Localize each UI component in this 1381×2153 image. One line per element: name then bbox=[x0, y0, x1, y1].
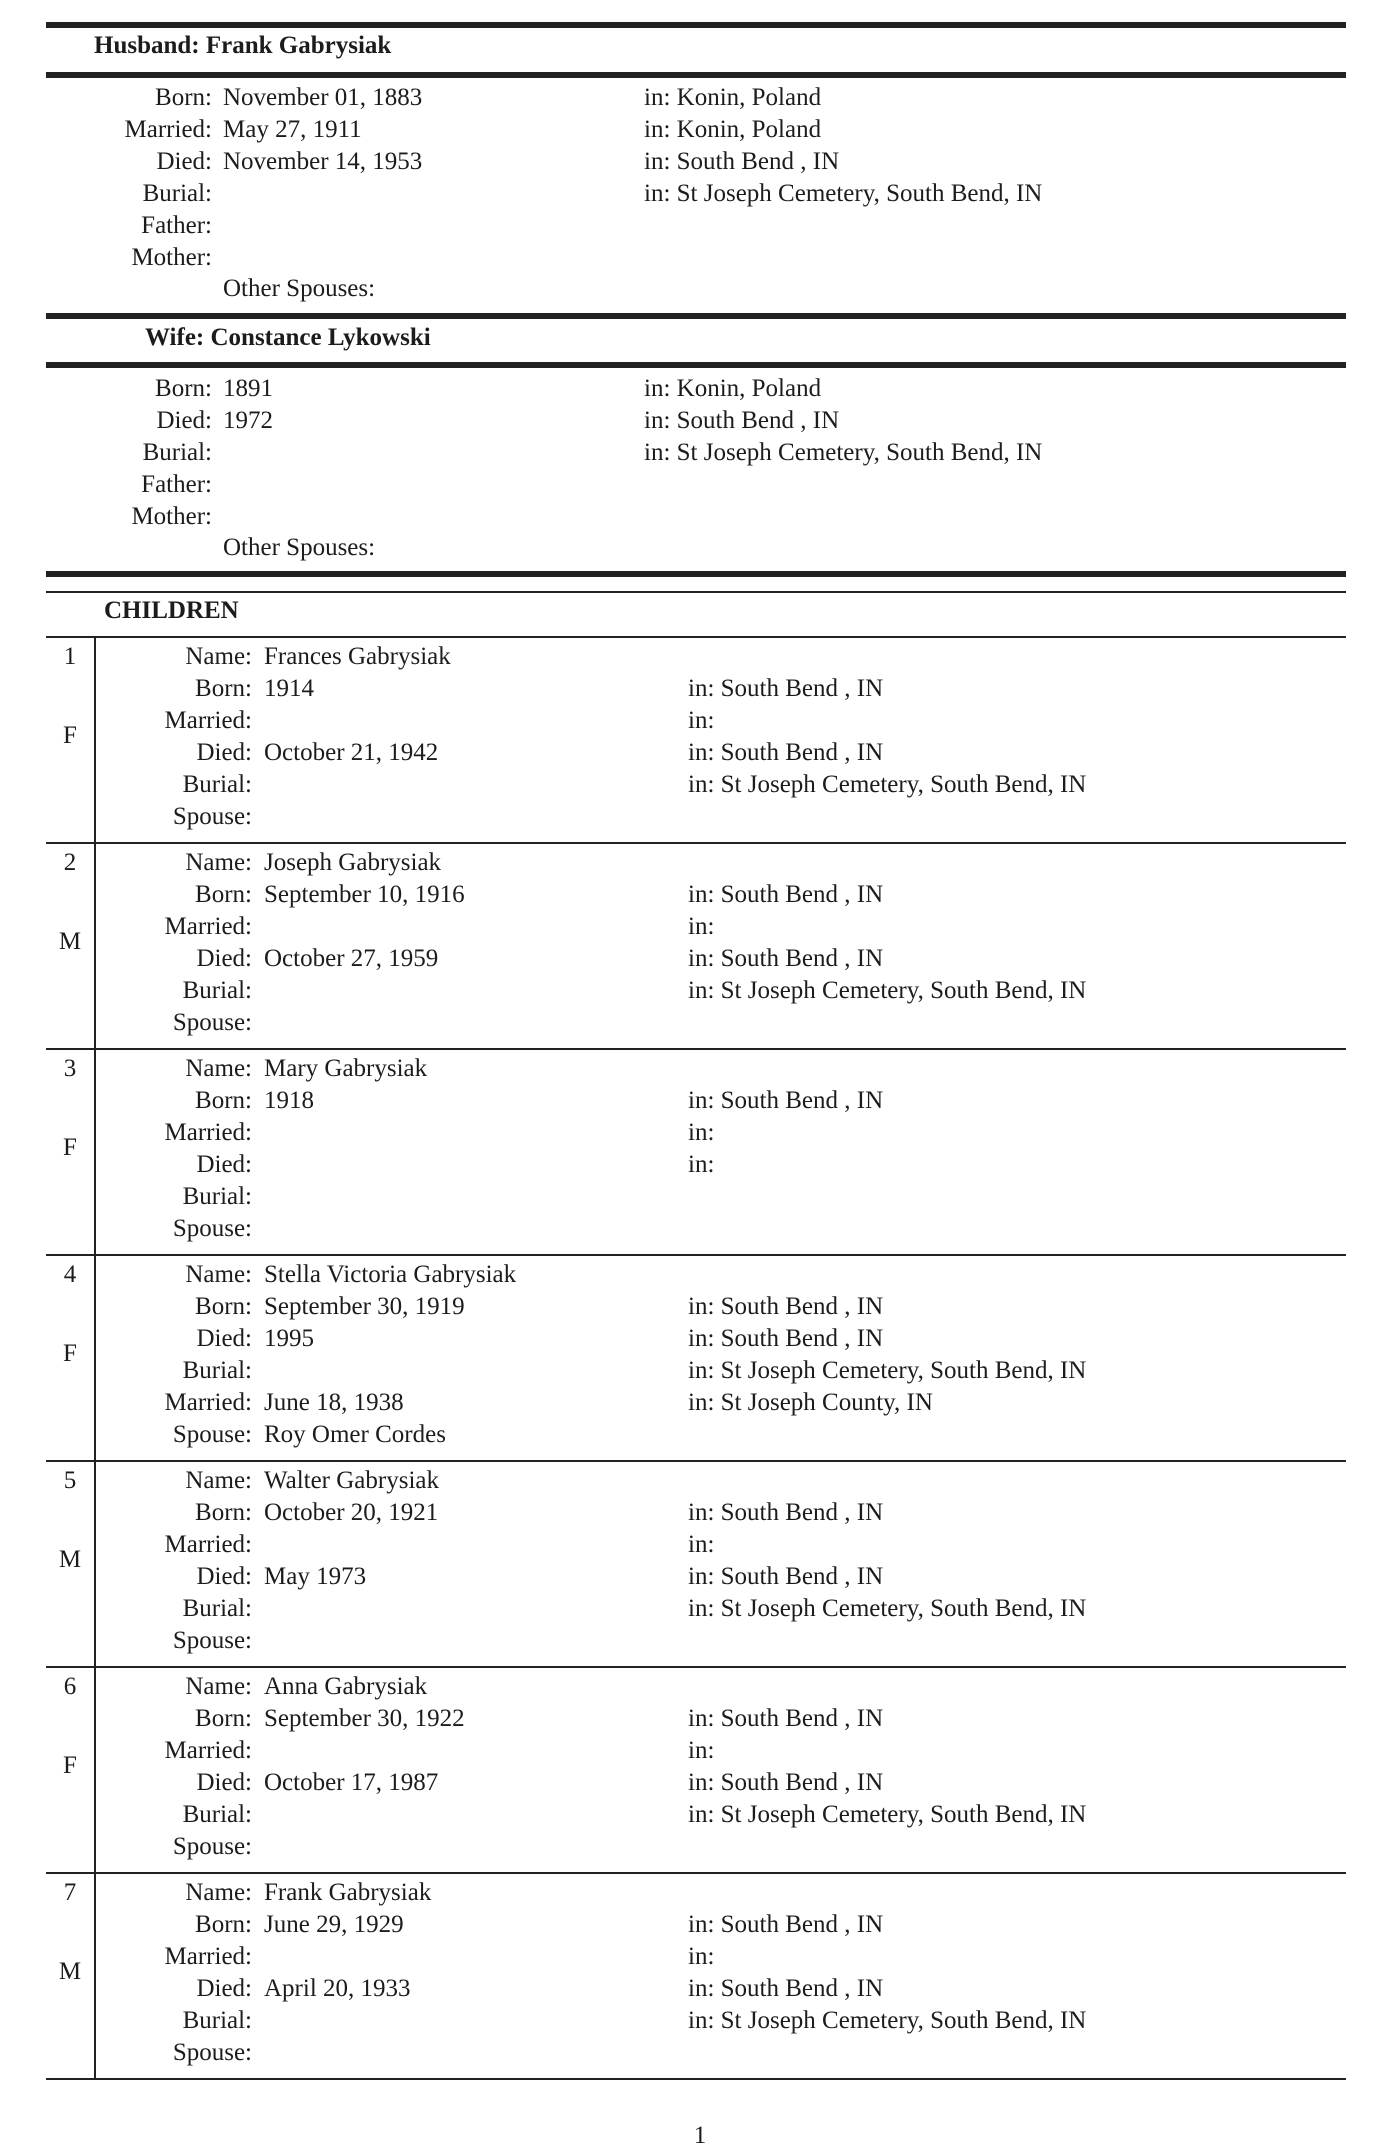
fact-label: Name: bbox=[185, 1879, 252, 1906]
fact-place: in: St Joseph Cemetery, South Bend, IN bbox=[644, 439, 1043, 466]
child-fact-row bbox=[0, 1117, 1381, 1149]
husband-fact-row bbox=[0, 146, 1381, 178]
child-fact-row bbox=[0, 1291, 1381, 1323]
child-sex: M bbox=[58, 1958, 82, 1985]
page-number: 1 bbox=[693, 2122, 707, 2149]
fact-place: in: South Bend , IN bbox=[688, 1325, 884, 1352]
wife-other-spouses: Other Spouses: bbox=[223, 534, 376, 561]
fact-value: April 20, 1933 bbox=[264, 1975, 411, 2002]
fact-label: Married: bbox=[164, 707, 252, 734]
child-fact-row bbox=[0, 1149, 1381, 1181]
fact-place: in: bbox=[688, 707, 715, 734]
child-fact-row bbox=[0, 1625, 1381, 1657]
fact-label: Mother: bbox=[131, 503, 212, 530]
fact-label: Burial: bbox=[182, 1357, 252, 1384]
fact-value: Mary Gabrysiak bbox=[264, 1055, 428, 1082]
child-fact-row bbox=[0, 1831, 1381, 1863]
child-fact-row bbox=[0, 1973, 1381, 2005]
fact-value: October 17, 1987 bbox=[264, 1769, 439, 1796]
fact-label: Born: bbox=[195, 1911, 252, 1938]
husband-heading bbox=[94, 32, 391, 60]
wife-heading bbox=[145, 324, 431, 352]
fact-value: May 27, 1911 bbox=[223, 116, 362, 143]
fact-label: Died: bbox=[196, 1563, 252, 1590]
child-fact-row bbox=[0, 641, 1381, 673]
child-number: 4 bbox=[63, 1261, 77, 1288]
child-fact-row bbox=[0, 1561, 1381, 1593]
child-separator bbox=[46, 1666, 1346, 1668]
child-number: 3 bbox=[63, 1055, 77, 1082]
child-separator bbox=[46, 1460, 1346, 1462]
fact-place: in: St Joseph Cemetery, South Bend, IN bbox=[688, 771, 1087, 798]
fact-label: Name: bbox=[185, 1467, 252, 1494]
child-sex: F bbox=[63, 722, 77, 749]
fact-place: in: South Bend , IN bbox=[688, 1975, 884, 2002]
fact-place: in: Konin, Poland bbox=[644, 116, 822, 143]
fact-place: in: South Bend , IN bbox=[688, 1499, 884, 1526]
husband-other-spouses: Other Spouses: bbox=[223, 275, 376, 302]
fact-label: Burial: bbox=[182, 1801, 252, 1828]
child-fact-row bbox=[0, 1909, 1381, 1941]
fact-value: Anna Gabrysiak bbox=[264, 1673, 428, 1700]
fact-label: Married: bbox=[164, 1389, 252, 1416]
child-fact-row bbox=[0, 1799, 1381, 1831]
top-rule bbox=[46, 22, 1346, 28]
child-fact-row bbox=[0, 673, 1381, 705]
fact-place: in: St Joseph Cemetery, South Bend, IN bbox=[688, 1801, 1087, 1828]
fact-place: in: bbox=[688, 1943, 715, 1970]
wife-label: Wife: bbox=[145, 324, 205, 351]
bottom-rule bbox=[46, 2078, 1346, 2080]
wife-fact-row bbox=[0, 469, 1381, 501]
fact-label: Born: bbox=[195, 1087, 252, 1114]
child-fact-row bbox=[0, 1671, 1381, 1703]
fact-place: in: South Bend , IN bbox=[688, 1563, 884, 1590]
child-fact-row bbox=[0, 1387, 1381, 1419]
fact-place: in: South Bend , IN bbox=[688, 1705, 884, 1732]
fact-label: Spouse: bbox=[172, 1421, 252, 1448]
fact-value: November 14, 1953 bbox=[223, 148, 423, 175]
fact-label: Burial: bbox=[182, 977, 252, 1004]
husband-fact-row bbox=[0, 114, 1381, 146]
child-fact-row bbox=[0, 705, 1381, 737]
wife-name: Constance Lykowski bbox=[210, 324, 431, 351]
child-fact-row bbox=[0, 943, 1381, 975]
fact-place: in: St Joseph Cemetery, South Bend, IN bbox=[688, 2007, 1087, 2034]
fact-label: Died: bbox=[196, 1769, 252, 1796]
fact-value: 1995 bbox=[264, 1325, 314, 1352]
fact-value: Roy Omer Cordes bbox=[264, 1421, 446, 1448]
fact-label: Born: bbox=[195, 1705, 252, 1732]
child-fact-row bbox=[0, 1465, 1381, 1497]
child-fact-row bbox=[0, 2005, 1381, 2037]
fact-label: Married: bbox=[164, 1737, 252, 1764]
fact-value: September 30, 1919 bbox=[264, 1293, 465, 1320]
fact-label: Spouse: bbox=[172, 803, 252, 830]
child-fact-row bbox=[0, 737, 1381, 769]
fact-value: October 27, 1959 bbox=[264, 945, 439, 972]
child-fact-row bbox=[0, 975, 1381, 1007]
child-fact-row bbox=[0, 801, 1381, 833]
fact-label: Burial: bbox=[182, 2007, 252, 2034]
fact-value: Joseph Gabrysiak bbox=[264, 849, 442, 876]
fact-label: Married: bbox=[164, 1119, 252, 1146]
fact-place: in: bbox=[688, 913, 715, 940]
fact-label: Father: bbox=[141, 471, 212, 498]
fact-label: Died: bbox=[196, 1151, 252, 1178]
fact-label: Born: bbox=[195, 675, 252, 702]
fact-label: Spouse: bbox=[172, 1215, 252, 1242]
fact-label: Born: bbox=[155, 375, 212, 402]
fact-place: in: South Bend , IN bbox=[688, 739, 884, 766]
fact-value: September 10, 1916 bbox=[264, 881, 465, 908]
fact-place: in: South Bend , IN bbox=[688, 1293, 884, 1320]
fact-place: in: St Joseph Cemetery, South Bend, IN bbox=[644, 180, 1043, 207]
fact-place: in: St Joseph County, IN bbox=[688, 1389, 933, 1416]
fact-label: Burial: bbox=[142, 439, 212, 466]
fact-label: Married: bbox=[164, 1943, 252, 1970]
fact-place: in: South Bend , IN bbox=[688, 1769, 884, 1796]
husband-fact-row bbox=[0, 242, 1381, 274]
fact-value: 1891 bbox=[223, 375, 273, 402]
children-top-rule bbox=[46, 571, 1346, 577]
fact-label: Born: bbox=[155, 84, 212, 111]
fact-label: Name: bbox=[185, 849, 252, 876]
fact-place: in: bbox=[688, 1119, 715, 1146]
fact-place: in: South Bend , IN bbox=[688, 1911, 884, 1938]
fact-value: Stella Victoria Gabrysiak bbox=[264, 1261, 517, 1288]
child-fact-row bbox=[0, 1053, 1381, 1085]
fact-value: October 21, 1942 bbox=[264, 739, 439, 766]
wife-top-rule bbox=[46, 313, 1346, 319]
child-number: 5 bbox=[63, 1467, 77, 1494]
child-fact-row bbox=[0, 1767, 1381, 1799]
child-fact-row bbox=[0, 2037, 1381, 2069]
fact-value: 1914 bbox=[264, 675, 314, 702]
child-fact-row bbox=[0, 911, 1381, 943]
fact-label: Died: bbox=[196, 739, 252, 766]
husband-fact-row bbox=[0, 178, 1381, 210]
fact-place: in: bbox=[688, 1531, 715, 1558]
fact-place: in: South Bend , IN bbox=[644, 407, 840, 434]
fact-label: Died: bbox=[196, 945, 252, 972]
fact-label: Burial: bbox=[182, 1595, 252, 1622]
child-fact-row bbox=[0, 1419, 1381, 1451]
wife-fact-row bbox=[0, 373, 1381, 405]
fact-place: in: South Bend , IN bbox=[688, 1087, 884, 1114]
fact-label: Name: bbox=[185, 1261, 252, 1288]
child-fact-row bbox=[0, 769, 1381, 801]
child-fact-row bbox=[0, 1213, 1381, 1245]
child-separator bbox=[46, 1048, 1346, 1050]
fact-value: Walter Gabrysiak bbox=[264, 1467, 439, 1494]
fact-value: May 1973 bbox=[264, 1563, 367, 1590]
child-number: 7 bbox=[63, 1879, 77, 1906]
fact-value: Frank Gabrysiak bbox=[264, 1879, 432, 1906]
wife-fact-row bbox=[0, 437, 1381, 469]
wife-fact-row bbox=[0, 405, 1381, 437]
fact-place: in: South Bend , IN bbox=[688, 945, 884, 972]
fact-place: in: Konin, Poland bbox=[644, 84, 822, 111]
fact-label: Died: bbox=[196, 1325, 252, 1352]
child-fact-row bbox=[0, 1181, 1381, 1213]
fact-value: June 18, 1938 bbox=[264, 1389, 404, 1416]
fact-label: Name: bbox=[185, 1673, 252, 1700]
fact-place: in: South Bend , IN bbox=[644, 148, 840, 175]
fact-label: Married: bbox=[124, 116, 212, 143]
husband-label: Husband: bbox=[94, 32, 200, 59]
fact-label: Spouse: bbox=[172, 1627, 252, 1654]
child-fact-row bbox=[0, 847, 1381, 879]
fact-value: September 30, 1922 bbox=[264, 1705, 465, 1732]
fact-value: June 29, 1929 bbox=[264, 1911, 404, 1938]
child-fact-row bbox=[0, 1085, 1381, 1117]
child-fact-row bbox=[0, 1355, 1381, 1387]
child-sex: F bbox=[63, 1340, 77, 1367]
fact-label: Born: bbox=[195, 881, 252, 908]
child-fact-row bbox=[0, 1877, 1381, 1909]
fact-label: Spouse: bbox=[172, 2039, 252, 2066]
fact-label: Mother: bbox=[131, 244, 212, 271]
child-number: 6 bbox=[63, 1673, 77, 1700]
child-fact-row bbox=[0, 1323, 1381, 1355]
fact-label: Died: bbox=[156, 148, 212, 175]
husband-fact-row bbox=[0, 82, 1381, 114]
fact-value: 1972 bbox=[223, 407, 273, 434]
fact-place: in: St Joseph Cemetery, South Bend, IN bbox=[688, 1595, 1087, 1622]
child-sex: F bbox=[63, 1752, 77, 1779]
husband-name: Frank Gabrysiak bbox=[205, 32, 392, 59]
wife-rule bbox=[46, 362, 1346, 368]
fact-label: Born: bbox=[195, 1499, 252, 1526]
child-fact-row bbox=[0, 1529, 1381, 1561]
fact-label: Married: bbox=[164, 913, 252, 940]
child-number: 1 bbox=[63, 643, 77, 670]
fact-place: in: South Bend , IN bbox=[688, 881, 884, 908]
fact-label: Burial: bbox=[182, 1183, 252, 1210]
child-fact-row bbox=[0, 1593, 1381, 1625]
children-header-rule bbox=[46, 636, 1346, 638]
child-sex: F bbox=[63, 1134, 77, 1161]
fact-label: Name: bbox=[185, 643, 252, 670]
fact-label: Name: bbox=[185, 1055, 252, 1082]
fact-label: Died: bbox=[196, 1975, 252, 2002]
children-thin-rule bbox=[46, 591, 1346, 593]
child-sex: M bbox=[58, 1546, 82, 1573]
child-separator bbox=[46, 1254, 1346, 1256]
children-heading: CHILDREN bbox=[104, 597, 239, 624]
fact-value: November 01, 1883 bbox=[223, 84, 423, 111]
fact-label: Spouse: bbox=[172, 1009, 252, 1036]
child-separator bbox=[46, 842, 1346, 844]
fact-label: Father: bbox=[141, 212, 212, 239]
child-fact-row bbox=[0, 1703, 1381, 1735]
fact-label: Spouse: bbox=[172, 1833, 252, 1860]
child-number: 2 bbox=[63, 849, 77, 876]
fact-label: Died: bbox=[156, 407, 212, 434]
child-fact-row bbox=[0, 879, 1381, 911]
fact-place: in: St Joseph Cemetery, South Bend, IN bbox=[688, 1357, 1087, 1384]
fact-label: Married: bbox=[164, 1531, 252, 1558]
husband-rule bbox=[46, 72, 1346, 78]
wife-fact-row bbox=[0, 501, 1381, 533]
child-fact-row bbox=[0, 1259, 1381, 1291]
child-fact-row bbox=[0, 1497, 1381, 1529]
fact-place: in: St Joseph Cemetery, South Bend, IN bbox=[688, 977, 1087, 1004]
child-fact-row bbox=[0, 1007, 1381, 1039]
husband-fact-row bbox=[0, 210, 1381, 242]
fact-label: Burial: bbox=[142, 180, 212, 207]
child-separator bbox=[46, 1872, 1346, 1874]
fact-place: in: South Bend , IN bbox=[688, 675, 884, 702]
fact-label: Burial: bbox=[182, 771, 252, 798]
fact-place: in: bbox=[688, 1151, 715, 1178]
fact-value: Frances Gabrysiak bbox=[264, 643, 451, 670]
fact-place: in: Konin, Poland bbox=[644, 375, 822, 402]
fact-value: October 20, 1921 bbox=[264, 1499, 439, 1526]
child-fact-row bbox=[0, 1735, 1381, 1767]
fact-place: in: bbox=[688, 1737, 715, 1764]
child-sex: M bbox=[58, 928, 82, 955]
fact-value: 1918 bbox=[264, 1087, 314, 1114]
child-fact-row bbox=[0, 1941, 1381, 1973]
fact-label: Born: bbox=[195, 1293, 252, 1320]
